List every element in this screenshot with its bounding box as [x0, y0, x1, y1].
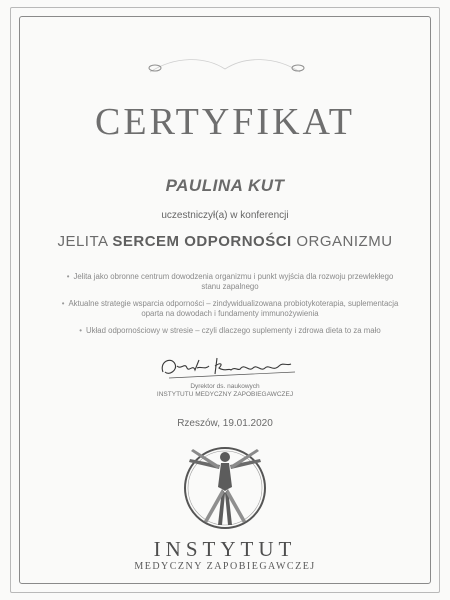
list-item [60, 326, 400, 336]
signer-title-line2: INSTYTUTU MEDYCZNY ZAPOBIEGAWCZEJ [156, 391, 294, 398]
list-item [60, 299, 400, 319]
bullet-icon: • [66, 272, 70, 281]
topics-list [60, 272, 400, 343]
recipient-name: PAULINA KUT [165, 176, 285, 195]
conference-title-part2: SERCEM ODPORNOŚCI [112, 233, 292, 250]
institute-subtitle: MEDYCZNY ZAPOBIEGAWCZEJ [134, 561, 316, 572]
conference-title-part1: JELITA [57, 233, 113, 250]
signature-icon [155, 352, 305, 384]
list-item [60, 272, 400, 292]
signer-title [0, 383, 450, 399]
topic-text: Aktualne strategie wsparcia odporności – zindywidualizowana probiotykoterapia, suplementacja oparta na dowodach i fundamenty immunożywienia [68, 299, 399, 318]
vitruvian-emblem-icon [180, 441, 270, 533]
topic-text: Jelita jako obronne centrum dowodzenia organizmu i punkt wyjścia dla rozwoju przewlekłego stanu zapalnego [73, 272, 394, 291]
conference-title [0, 233, 450, 250]
place-date: Rzeszów, 19.01.2020 [177, 418, 273, 429]
bullet-icon: • [61, 299, 65, 308]
topic-text: Układ odpornościowy w stresie – czyli dlaczego suplementy i zdrowa dieta to za mało [86, 326, 381, 335]
participation-text: uczestniczył(a) w konferencji [161, 210, 289, 221]
conference-title-part3: ORGANIZMU [291, 233, 393, 250]
bullet-icon: • [79, 326, 83, 335]
signer-title-line1: Dyrektor ds. naukowych [190, 383, 260, 390]
institute-name: INSTYTUT [153, 537, 297, 561]
certificate-title: CERTYFIKAT [95, 101, 355, 143]
ornament-icon [0, 54, 450, 84]
